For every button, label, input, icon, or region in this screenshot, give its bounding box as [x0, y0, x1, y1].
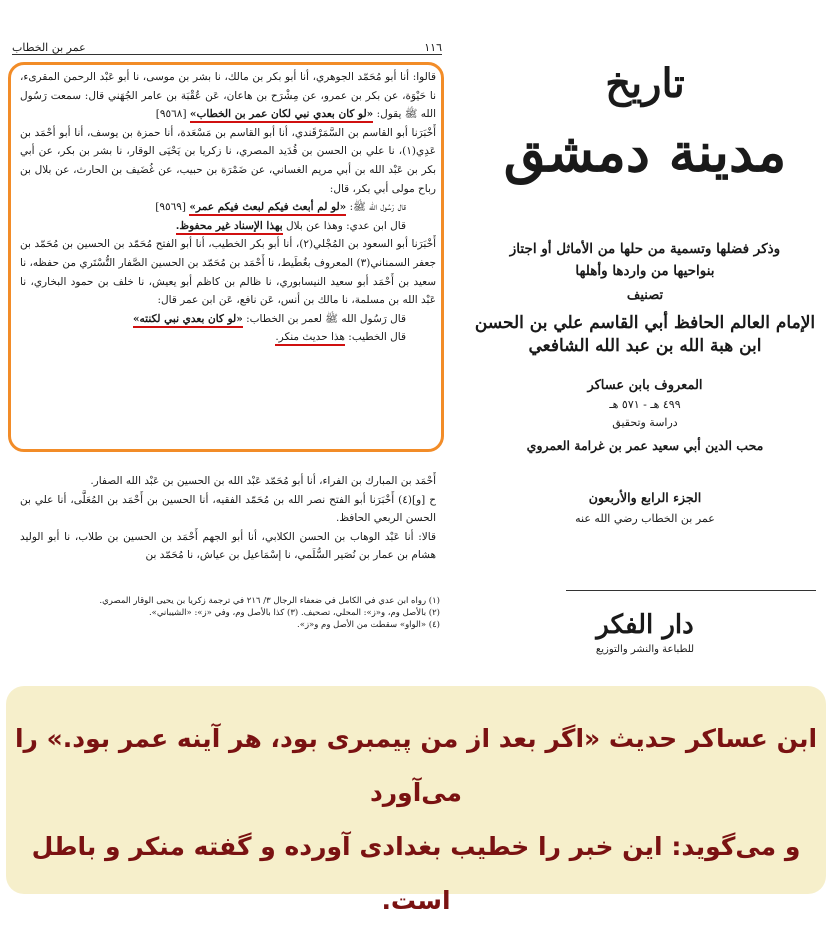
paragraph-2: أَخْبَرَنا أبو القاسم بن السَّمَرْقَندي، أنا أبو القاسم بن مَسْعَدة، أنا حمزة بن يوسف، أنا أبو أحْمَد بن عَدِي(١)، نا علي بن الحسن بن قُدَيد المصري، نا زكريا بن يَحْيَى الوقار، نا بشر بن بكر، عن أبي بكر بن عَبْد الله بن أبي مريم الغساني، عن ضَمْرَة بن حبيب، عن غُضَيف بن الحارث، عن بلال بن رباح مولى أبي بكر، قال: — [20, 126, 436, 195]
footnote-1: (١) رواه ابن عدي في الكامل في ضعفاء الرجال ٣/ ٢١٦ في ترجمة زكريا بن يحيى الوقار المصري. — [99, 596, 440, 606]
paragraph-8: أَحْمَد بن المبارك بن الفراء، أنا أبو مُحَمّد عَبْد الله بن الحسين بن عَبْد الله الصفار. — [90, 475, 436, 487]
hadith-quote-1: «لو كان بعدي نبي لكان عمر بن الخطاب» — [190, 108, 373, 123]
cover-study-label: دراسة وتحقيق — [612, 416, 678, 429]
paragraph-3: قال رَسُول الله ﷺ: «لو لم أبعث فيكم لبعث فيكم عمر» [٩٥٦٩] — [20, 198, 436, 217]
cover-editor: محب الدين أبي سعيد عمر بن غرامة العمروي — [526, 438, 764, 453]
footnote-2: (٢) بالأصل وم، و«ز»: المحلي، تصحيف. (٣) كذا بالأصل وم، وفي «ز»: «الشيباني». — [148, 607, 440, 618]
hadith-quote-2: «لو لم أبعث فيكم لبعث فيكم عمر» — [189, 201, 346, 216]
cover-tasnif: تصنيف — [626, 288, 664, 303]
cover-known-as: المعروف بابن عساكر — [587, 378, 703, 393]
paragraph-1: قالوا: أنا أبو مُحَمّد الجوهري، أنا أبو بكر بن مالك، نا بشر بن موسى، نا أبو عَبْد الرحمن المقرىء، نا حَيْوَة، عن بكر بن عمرو، عن مِشْرَح بن هاعان، عَن عُقْبَة بن عامر الجُهَني قال: سمعت رَسُول الله ﷺ يقول: «لو كان بعدي نبي لكان عمر بن الخطاب» [٩٥٦٨] — [20, 68, 436, 124]
khatib-judgment: هذا حديث منكر. — [275, 331, 345, 346]
paragraph-5: أَخْبَرَنا أبو السعود بن المُجْلي(٢)، أنا أبو بكر الخطيب، أنا أبو الفتح مُحَمّد بن الحسين بن مُحَمّد بن جعفر السمناني(٣) المعروف بغُطَيط، نا أَحْمَد بن مُحَمّد بن الحسين الصَّفار التُّسْتَري من حفظه، نا سعيد بن أَحْمَد أبو سعيد النيسابوري، نا ظالم بن كاظم أبو يعيش، نا خلف بن حمود البخاري، نا عَبْد الله بن مسلمة، نا مالك بن أنس، عَن نافع، عَن ابن عمر قال: — [20, 238, 436, 307]
paragraph-4: قال ابن عدي: وهذا عن بلال بهذا الإسناد غير محفوظ. — [20, 217, 436, 236]
footnotes — [16, 596, 440, 631]
cover-publisher: دار الفكر — [596, 610, 694, 640]
cover-publisher-sub: للطباعة والنشر والتوزيع — [595, 644, 695, 655]
cover-title-line2: مدينة دمشق — [503, 120, 787, 184]
cover-years: ٤٩٩ هـ - ٥٧١ هـ — [609, 398, 681, 411]
footnote-3: (٤) «الواو» سقطت من الأصل وم و«ز». — [297, 619, 440, 630]
paragraph-10: قالا: أنا عَبْد الوهاب بن الحسن الكلابي، أنا أبو الجهم أَحْمَد بن الحسين بن طلاب، نا أبو الوليد هشام بن عمار بن نُصَير السُّلَمي، نا إسْمَاعيل بن عياش، نا مُحَمّد بن — [20, 530, 436, 562]
paragraph-7: قال الخطيب: هذا حديث منكر. — [20, 328, 436, 347]
cover-volume-subject: عمر بن الخطاب رضي الله عنه — [575, 512, 715, 525]
cover-subtitle: وذكر فضلها وتسمية من حلها من الأماثل أو اجتاز بنواحيها من واردها وأهلها — [509, 241, 781, 279]
hadith-number-1: [٩٥٦٨] — [155, 108, 187, 121]
paragraph-9: ح [و](٤) أَخْبَرَنا أبو الفتح نصر الله بن مُحَمّد الفقيه، أنا الحسين بن أَحْمَد بن المُعَلَّى، أنا علي بن الحسن الربعي الحافظ. — [20, 493, 437, 525]
book-cover — [470, 40, 820, 680]
highlighted-text — [20, 68, 436, 347]
persian-caption — [6, 686, 826, 915]
hadith-quote-3: «لو كان بعدي نبي لكنته» — [133, 313, 243, 328]
cover-volume: الجزء الرابع والأربعون — [588, 490, 702, 505]
caption-line-2: و می‌گوید: این خبر را خطیب بغدادی آورده و گفته منکر و باطل است. — [31, 832, 801, 915]
continued-text — [20, 472, 436, 565]
hadith-number-2: [٩٥٦٩] — [155, 201, 186, 214]
cover-author: الإمام العالم الحافظ أبي القاسم علي بن الحسن ابن هبة الله بن عبد الله الشافعي — [474, 313, 816, 356]
ibn-adi-judgment: بهذا الإسناد غير محفوظ. — [176, 220, 283, 235]
page-number: ١١٦ — [424, 41, 442, 54]
page-header — [12, 36, 442, 55]
caption-line-1: ابن عساکر حدیث «اگر بعد از من پیمبری بود، هر آینه عمر بود.» را می‌آورد — [14, 724, 818, 807]
cover-title-line1: تاريخ — [605, 60, 685, 107]
running-title: عمر بن الخطاب — [12, 41, 86, 54]
paragraph-6: قال رَسُول الله ﷺ لعمر بن الخطاب: «لو كان بعدي نبي لكنته» — [20, 310, 436, 329]
